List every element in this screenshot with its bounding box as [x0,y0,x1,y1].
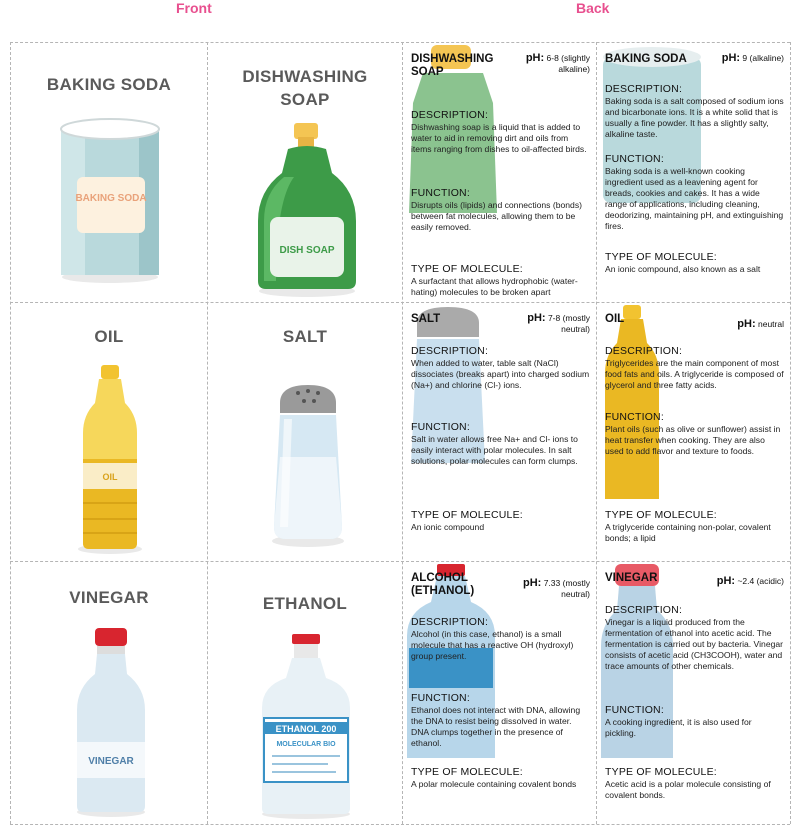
bottle-label: DISH SOAP [279,245,335,256]
card-title: ETHANOL [262,594,348,613]
ph-info: pH: 7-8 (mostly neutral) [527,312,590,334]
function-section: FUNCTION: Salt in water allows free Na+ and Cl- ions to easily interact with polar molecules. In salt solutions, polar molecules can form clumps. [411,421,578,466]
description-section: DESCRIPTION: Triglycerides are the main component of most food fats and oils. A triglyceride is composed of glycerol and three fatty acids. [605,345,784,390]
molecule-type-section: TYPE OF MOLECULE: An ionic compound [411,509,523,532]
card-name: DISHWASHING SOAP [411,53,494,78]
front-card-salt [208,303,402,561]
box-label: BAKING SODA [75,193,147,204]
oil-bottle-illustration [75,363,145,555]
ph-info: pH: ~2.4 (acidic) [716,575,784,587]
ph-info: pH: 9 (alkaline) [721,52,784,64]
salt-shaker-illustration [268,377,348,547]
description-section: DESCRIPTION: Baking soda is a salt composed of sodium ions and bicarbonate ions. It is a white solid that is usually a fine powder. It has a slightly salty, alkaline taste. [605,83,784,139]
dish-soap-bottle-illustration [254,121,360,299]
card-title: OIL [94,327,124,346]
back-header: Back [576,0,610,16]
back-card-dishwashing-soap [403,43,596,302]
molecule-type-section: TYPE OF MOLECULE: A surfactant that allows hydrophobic (water-hating) molecules to be broken apart [411,263,578,297]
card-title: VINEGAR [69,588,149,607]
ethanol-bottle-illustration [258,632,354,820]
molecule-type-section: TYPE OF MOLECULE: Acetic acid is a polar molecule consisting of covalent bonds. [605,766,771,800]
bottle-label: ETHANOL 200 [275,724,337,734]
molecule-type-section: TYPE OF MOLECULE: A triglyceride containing non-polar, covalent bonds; a lipid [605,509,771,543]
card-title: SALT [282,327,328,346]
description-section: DESCRIPTION: Alcohol (in this case, ethanol) is a small molecule that has a reactive OH (hydroxyl) group present. [411,616,574,661]
card-title: DISHWASHING SOAP [242,67,368,109]
function-section: FUNCTION: Baking soda is a well-known cooking ingredient used as a leavening agent for breads, cookies and cakes. It has a wide range of applications, including cleaning, deodorizing, maintaining pH, and extinguishing fires. [605,153,784,231]
front-card-baking-soda [11,43,207,302]
description-section: DESCRIPTION: Dishwashing soap is a liquid that is added to water to aid in removing dirt and oils from items ranging from dishes to oil-affected birds. [411,109,587,154]
description-section: DESCRIPTION: When added to water, table salt (NaCl) dissociates (breaks apart) into charged sodium (Na+) and chlorine (Cl-) ions. [411,345,590,390]
function-section: FUNCTION: Plant oils (such as olive or sunflower) assist in heat transfer when cooking. They are also used to add flavor and texture to foods. [605,411,781,456]
back-card-baking-soda [597,43,790,302]
baking-soda-box-illustration [55,115,165,285]
card-name: ALCOHOL (ETHANOL) [411,572,475,597]
front-card-oil [11,303,207,561]
ph-info: pH: 6-8 (slightly alkaline) [525,52,590,74]
back-card-oil [597,303,790,561]
function-section: FUNCTION: A cooking ingredient, it is also used for pickling. [605,704,752,738]
card-name: OIL [605,313,625,325]
function-section: FUNCTION: Disrupts oils (lipids) and connections (bonds) between fat molecules, allowing them to be easily removed. [411,187,582,232]
vinegar-bottle-illustration [71,626,151,818]
front-card-dishwashing-soap [208,43,402,302]
card-name: BAKING SODA [605,53,687,65]
front-card-ethanol [208,562,402,824]
ph-info: pH: neutral [737,318,784,330]
function-section: FUNCTION: Ethanol does not interact with DNA, allowing the DNA to resist being dissolved in water. DNA clumps together in the presence of ethanol. [411,692,581,748]
description-section: DESCRIPTION: Vinegar is a liquid produced from the fermentation of ethanol into acetic acid. The fermentation is carried out by bacteria. Vinegar consists of acetic acid (CH3COOH), water and trace amounts of other chemicals. [605,604,784,671]
card-name: SALT [411,313,441,325]
front-header: Front [176,0,212,16]
bottle-label: OIL [102,472,118,482]
card-name: VINEGAR [605,572,658,584]
ph-info: pH: 7.33 (mostly neutral) [523,577,590,599]
bottle-label: VINEGAR [88,756,134,767]
back-card-vinegar [597,562,790,824]
bottle-sublabel: MOLECULAR BIO [276,741,336,748]
back-card-alcohol [403,562,596,824]
card-title: BAKING SODA [46,75,172,94]
molecule-type-section: TYPE OF MOLECULE: A polar molecule containing covalent bonds [411,766,577,789]
back-card-salt [403,303,596,561]
molecule-type-section: TYPE OF MOLECULE: An ionic compound, also known as a salt [605,251,761,274]
front-card-vinegar [11,562,207,824]
